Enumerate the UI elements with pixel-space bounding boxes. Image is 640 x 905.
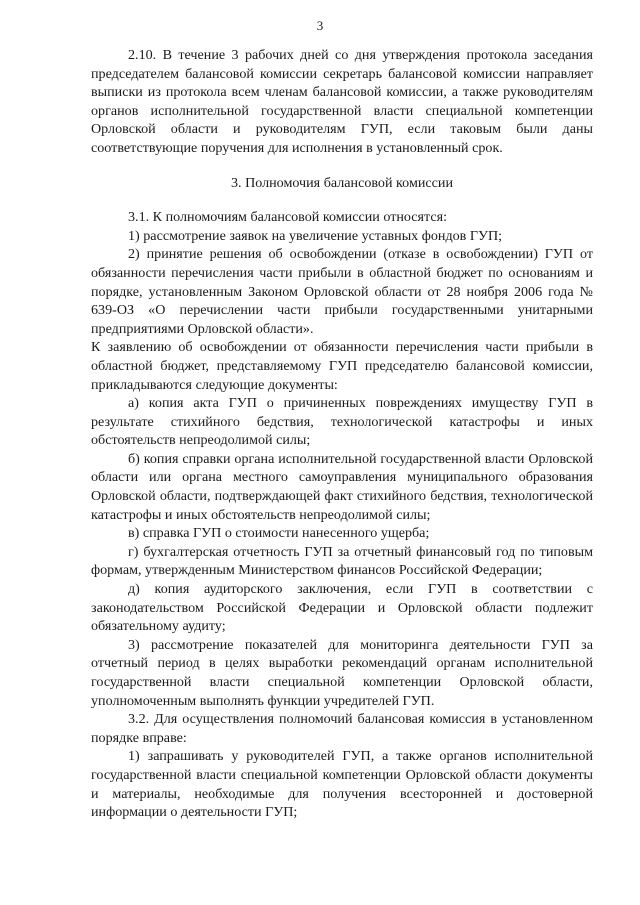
list-item-v: в) справка ГУП о стоимости нанесенного ущерба;	[128, 525, 430, 542]
paragraph-application-docs: К заявлению об освобождении от обязанности перечисления части прибыли в областной бюджет, представляемому ГУП председателю балансовой комиссии, прикладываются следующие документы:	[91, 339, 593, 393]
paragraph-3-2-item-1: 1) запрашивать у руководителей ГУП, а также органов исполнительной государственной власти специальной компетенции Орловской области документы и материалы, необходимые для получения всесторонней и достоверной информации о деятельности ГУП;	[91, 748, 593, 821]
paragraph-2-10: 2.10. В течение 3 рабочих дней со дня утверждения протокола заседания председателем балансовой комиссии секретарь балансовой комиссии направляет выписки из протокола всем членам балансовой комиссии, а также руководителям органов исполнительной государственной власти специальной компетенции Орловской области и руководителям ГУП, если таковым были даны соответствующие поручения для исполнения в установленный срок.	[91, 47, 593, 156]
paragraph-3-1-item-3: 3) рассмотрение показателей для мониторинга деятельности ГУП за отчетный период в целях выработки рекомендаций органам исполнительной государственной власти специальной компетенции Орловской области, уполномоченным выполнять функции учредителей ГУП.	[91, 636, 593, 709]
paragraph-3-1: 3.1. К полномочиям балансовой комиссии относятся:	[128, 209, 448, 226]
list-item-b: б) копия справки органа исполнительной государственной власти Орловской области или органа местного самоуправления муниципального образования Орловской области, подтверждающей факт стихийного бедствия, технологической катастрофы и иных обстоятельств непреодолимой силы;	[91, 450, 593, 523]
page-number: 3	[316, 18, 324, 33]
list-item-d: д) копия аудиторского заключения, если ГУП в соответствии с законодательством Российской Федерации и Орловской области подлежит обязательному аудиту;	[91, 581, 593, 635]
document-body	[91, 46, 593, 822]
list-item-g: г) бухгалтерская отчетность ГУП за отчетный финансовый год по типовым формам, утвержденным Министерством финансов Российской Федерации;	[91, 543, 593, 579]
list-item-a: а) копия акта ГУП о причиненных повреждениях имуществу ГУП в результате стихийного бедствия, технологической катастрофы и иных обстоятельств непреодолимой силы;	[91, 395, 593, 449]
section-heading: 3. Полномочия балансовой комиссии	[230, 174, 454, 191]
paragraph-3-1-item-1: 1) рассмотрение заявок на увеличение уставных фондов ГУП;	[128, 227, 503, 244]
paragraph-3-2: 3.2. Для осуществления полномочий балансовая комиссия в установленном порядке вправе:	[91, 711, 593, 746]
paragraph-3-1-item-2: 2) принятие решения об освобождении (отказе в освобождении) ГУП от обязанности перечисления части прибыли в областной бюджет по основаниям и порядке, установленным Законом Орловской области от 28 ноября 2006 года № 639-ОЗ «О перечислении части прибыли государственными унитарными предприятиями Орловской области».	[91, 246, 593, 337]
